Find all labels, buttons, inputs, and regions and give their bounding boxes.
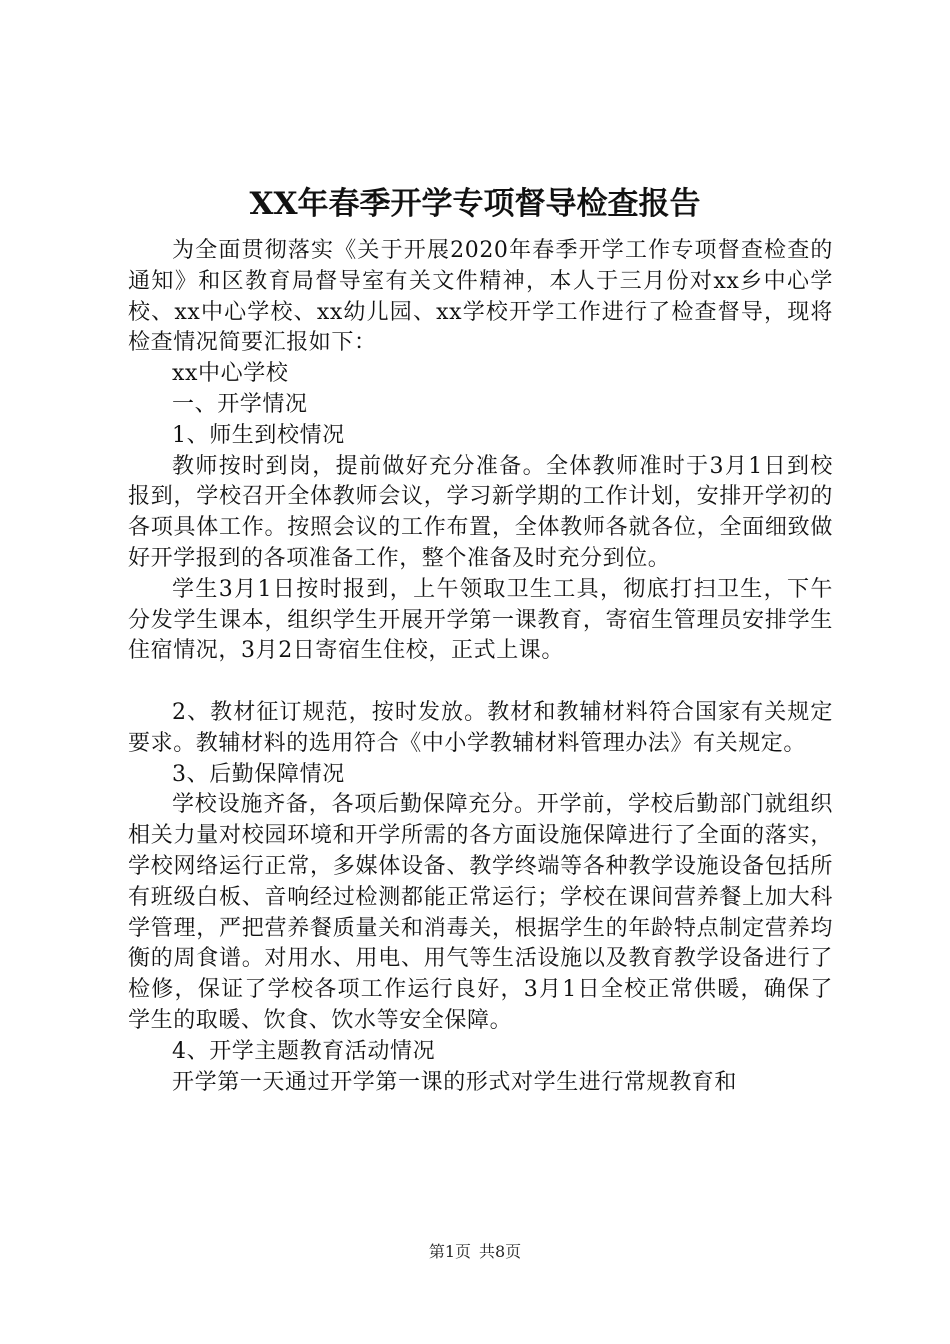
intro-paragraph: 为全面贯彻落实《关于开展2020年春季开学工作专项督查检查的通知》和区教育局督导室有关文件精神，本人于三月份对xx乡中心学校、xx中心学校、xx幼儿园、xx学校开学工作进行了检查督导，现将检查情况简要汇报如下： [128,238,833,356]
total-pages: 共8页 [479,1242,522,1261]
document-title: XX年春季开学专项督导检查报告 [249,186,701,222]
subsection-heading-activities: 4、开学主题教育活动情况 [172,1038,436,1064]
section-heading-opening: 一、开学情况 [172,391,308,417]
teachers-paragraph: 教师按时到岗，提前做好充分准备。全体教师准时于3月1日到校报到，学校召开全体教师会议，学习新学期的工作计划，安排开学初的各项具体工作。按照会议的工作布置，全体教师各就各位，全面细致做好开学报到的各项准备工作，整个准备及时充分到位。 [128,453,833,571]
document-body [128,236,833,1098]
subsection-heading-logistics: 3、后勤保障情况 [172,761,345,787]
activities-paragraph: 开学第一天通过开学第一课的形式对学生进行常规教育和 [172,1069,738,1095]
subsection-heading-arrival: 1、师生到校情况 [172,422,345,448]
blank-line [128,667,833,698]
students-paragraph: 学生3月1日按时报到，上午领取卫生工具，彻底打扫卫生，下午分发学生课本，组织学生开展开学第一课教育，寄宿生管理员安排学生住宿情况，3月2日寄宿生住校，正式上课。 [128,576,833,664]
textbooks-paragraph: 2、教材征订规范，按时发放。教材和教辅材料符合国家有关规定要求。教辅材料的选用符合《中小学教辅材料管理办法》有关规定。 [128,699,833,756]
page-number: 第1页 [428,1242,471,1261]
page-footer [0,1242,950,1262]
logistics-paragraph: 学校设施齐备，各项后勤保障充分。开学前，学校后勤部门就组织相关力量对校园环境和开学所需的各方面设施保障进行了全面的落实，学校网络运行正常，多媒体设备、教学终端等各种教学设施设备包括所有班级白板、音响经过检测都能正常运行；学校在课间营养餐上加大科学管理，严把营养餐质量关和消毒关，根据学生的年龄特点制定营养均衡的周食谱。对用水、用电、用气等生活设施以及教育教学设备进行了检修，保证了学校各项工作运行良好，3月1日全校正常供暖，确保了学生的取暖、饮食、饮水等安全保障。 [128,792,833,1033]
school-name-heading: xx中心学校 [172,361,289,387]
